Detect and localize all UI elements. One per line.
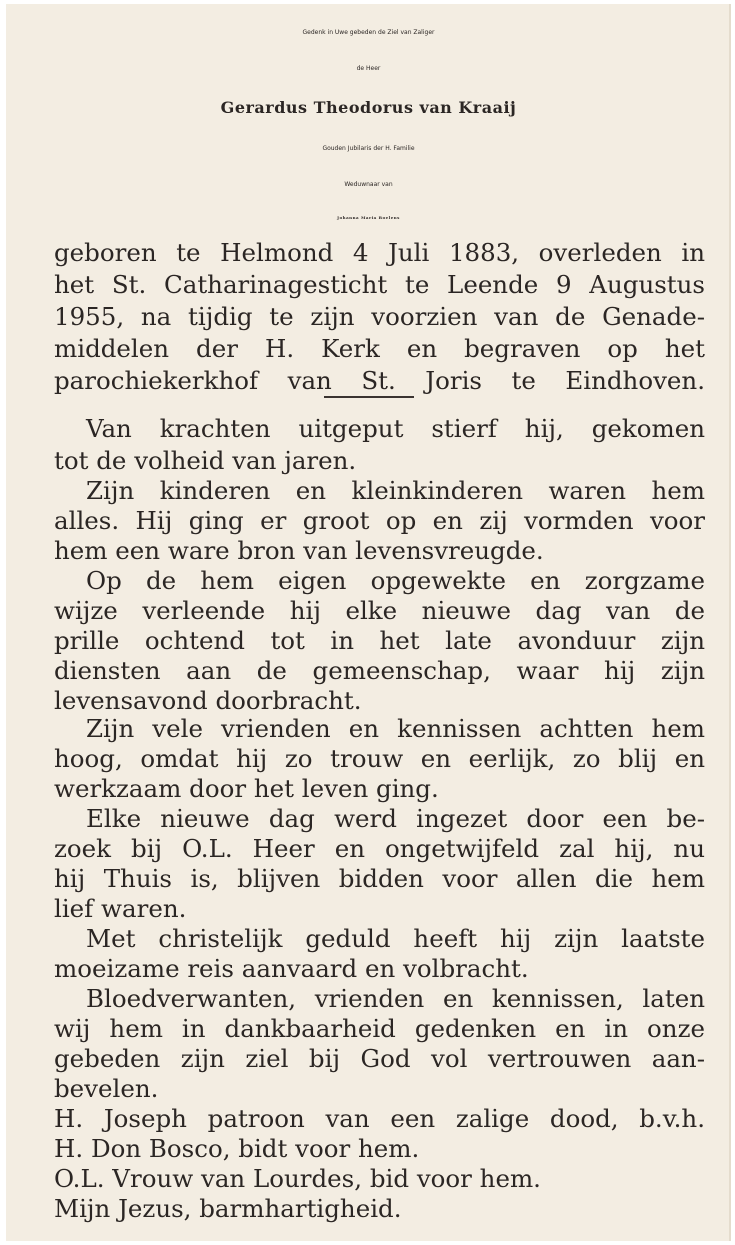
paragraph-line: bevelen. xyxy=(54,1074,159,1103)
paragraph-line: Zijn vele vrienden en kennissen achtten hem xyxy=(86,714,705,743)
paragraph-line: hij Thuis is, blijven bidden voor allen die hem xyxy=(54,864,705,893)
paragraph-line: Zijn kinderen en kleinkinderen waren hem xyxy=(86,476,705,505)
wife-name: Johanna Maria Boelens xyxy=(337,215,400,220)
paragraph-line: alles. Hij ging er groot op en zij vormden voor xyxy=(54,506,705,535)
biography-line: het St. Catharinagesticht te Leende 9 Augustus xyxy=(54,270,705,299)
prayer-line: O.L. Vrouw van Lourdes, bid voor hem. xyxy=(54,1164,541,1193)
honorific-line: de Heer xyxy=(356,65,381,72)
paragraph-line: werkzaam door het leven ging. xyxy=(54,774,439,803)
memorial-card xyxy=(6,4,731,1241)
paragraph-line: wij hem in dankbaarheid gedenken en in onze xyxy=(54,1014,705,1043)
paragraph-line: zoek bij O.L. Heer en ongetwijfeld zal hij, nu xyxy=(54,834,705,863)
biography-line: middelen der H. Kerk en begraven op het xyxy=(54,334,705,363)
biography-line: parochiekerkhof van St. Joris te Eindhoven. xyxy=(54,366,705,395)
paragraph-line: Van krachten uitgeput stierf hij, gekomen xyxy=(86,414,705,443)
paragraph-line: diensten aan de gemeenschap, waar hij zijn xyxy=(54,656,705,685)
biography-line: 1955, na tijdig te zijn voorzien van de Genade- xyxy=(54,302,705,331)
prayer-line: Mijn Jezus, barmhartigheid. xyxy=(54,1194,402,1223)
prayer-line: H. Joseph patroon van een zalige dood, b.v.h. xyxy=(54,1104,705,1133)
jubilee-title: Gouden Jubilaris der H. Familie xyxy=(322,145,415,152)
paragraph-line: Bloedverwanten, vrienden en kennissen, laten xyxy=(86,984,705,1013)
paragraph-line: Met christelijk geduld heeft hij zijn laatste xyxy=(86,924,705,953)
prayer-line: H. Don Bosco, bidt voor hem. xyxy=(54,1134,420,1163)
paragraph-line: lief waren. xyxy=(54,894,187,923)
paragraph-line: hem een ware bron van levensvreugde. xyxy=(54,536,544,565)
biography-line: geboren te Helmond 4 Juli 1883, overleden in xyxy=(54,238,705,267)
paragraph-line: hoog, omdat hij zo trouw en eerlijk, zo blij en xyxy=(54,744,705,773)
deceased-name: Gerardus Theodorus van Kraaij xyxy=(220,98,517,117)
paragraph-line: wijze verleende hij elke nieuwe dag van de xyxy=(54,596,705,625)
paragraph-line: Op de hem eigen opgewekte en zorgzame xyxy=(86,566,705,595)
paragraph-line: levensavond doorbracht. xyxy=(54,686,362,715)
divider-rule xyxy=(324,396,414,398)
paragraph-line: gebeden zijn ziel bij God vol vertrouwen aan- xyxy=(54,1044,705,1073)
paragraph-line: Elke nieuwe dag werd ingezet door een be- xyxy=(86,804,705,833)
paragraph-line: moeizame reis aanvaard en volbracht. xyxy=(54,954,529,983)
paragraph-line: tot de volheid van jaren. xyxy=(54,446,357,475)
widower-label: Weduwnaar van xyxy=(344,181,393,188)
paragraph-line: prille ochtend tot in het late avonduur zijn xyxy=(54,626,705,655)
remembrance-line: Gedenk in Uwe gebeden de Ziel van Zaliger xyxy=(302,29,435,36)
